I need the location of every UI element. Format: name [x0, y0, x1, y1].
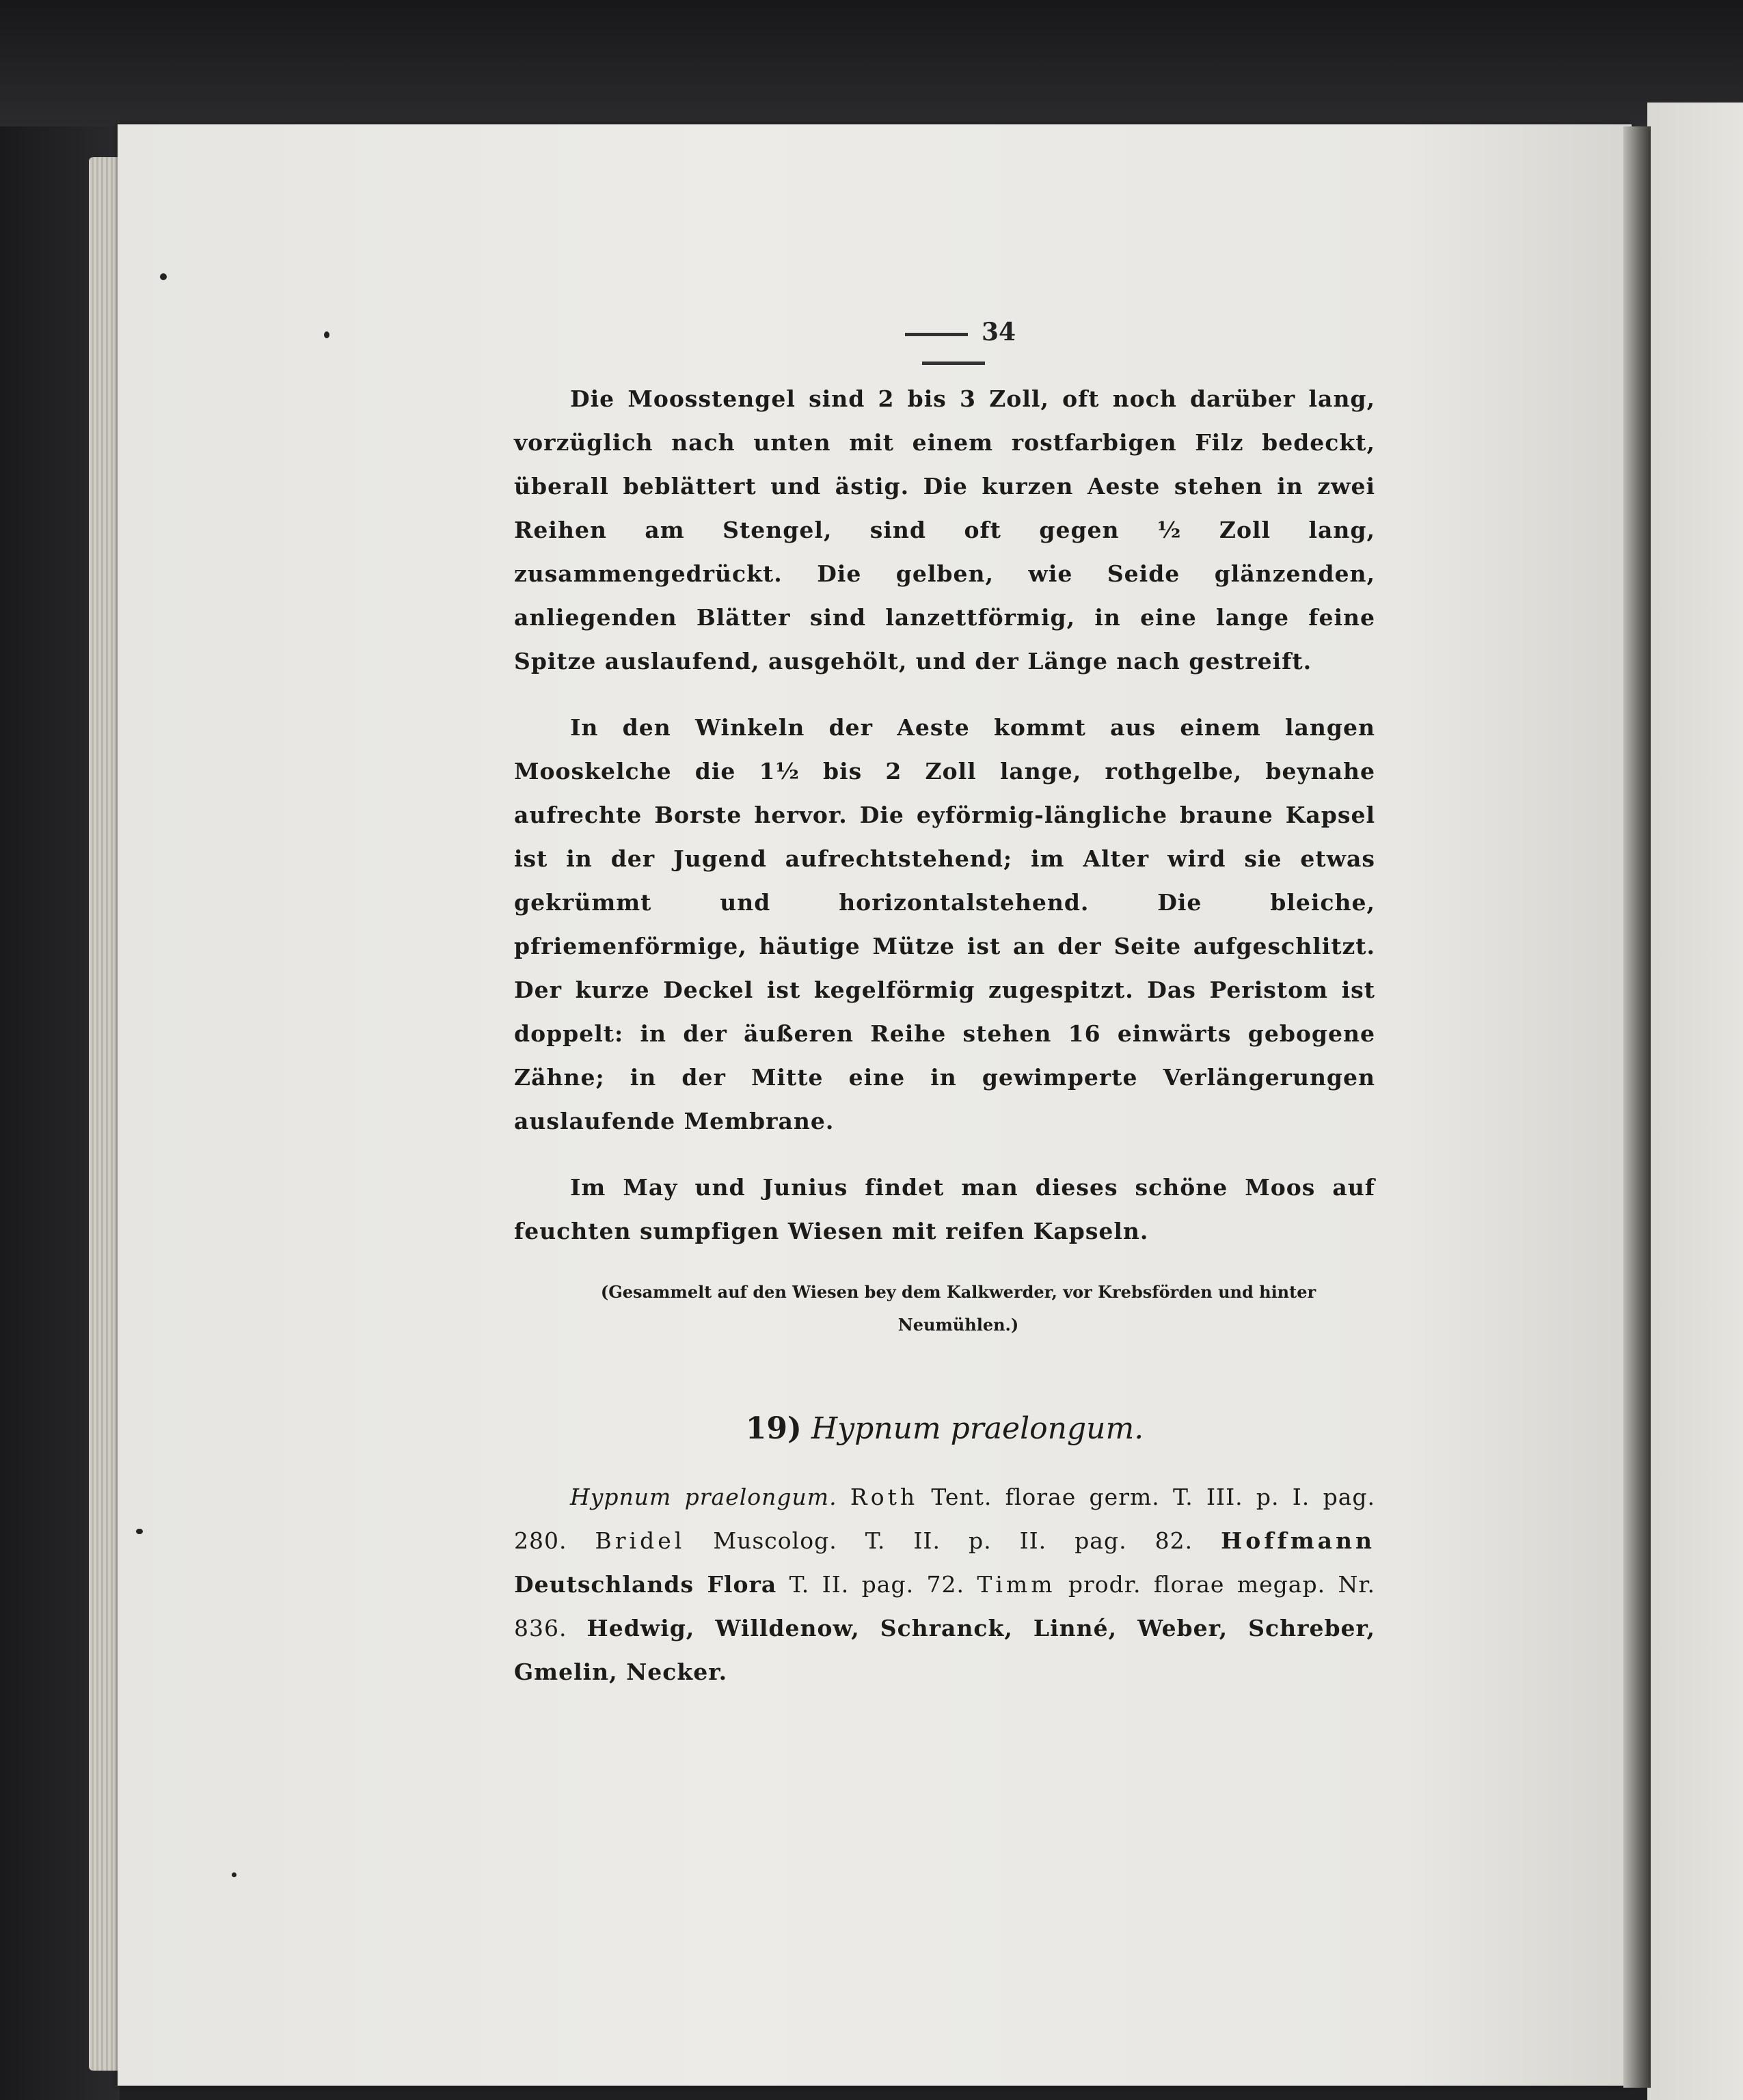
species-references [514, 1475, 1375, 1694]
paragraph-stem-description: Die Moosstengel sind 2 bis 3 Zoll, oft noch darüber lang, vorzüglich nach unten mit einem rostfarbigen Filz bedeckt, überall beblättert und ästig. Die kurzen Aeste stehen in zwei Reihen am Stengel, sind oft gegen ½ Zoll lang, zusammengedrückt. Die gelben, wie Seide glänzenden, anliegenden Blätter sind lanzettförmig, in eine lange feine Spitze auslaufend, ausgehölt, und der Länge nach gestreift. [514, 385, 1375, 674]
species-name: Hypnum praelongum. [811, 1411, 1144, 1446]
reference-bridel: Bridel [595, 1527, 686, 1554]
paper-speck [160, 273, 167, 280]
page-text-block [514, 314, 1375, 1717]
reference-timm-details: prodr. florae megap. Nr. 836. [514, 1571, 1375, 1641]
paper-speck [324, 331, 329, 338]
collection-note-line-1: (Gesammelt auf den Wiesen bey dem Kalkwerder, vor Krebsförden und hinter [600, 1282, 1316, 1302]
dark-backdrop-top [0, 0, 1743, 126]
paragraph-season: Im May und Junius findet man dieses schöne Moos auf feuchten sumpfigen Wiesen mit reifen Kapseln. [514, 1174, 1375, 1244]
reference-roth: Roth [850, 1484, 919, 1510]
reference-authors: Hedwig, Willdenow, Schranck, Linné, Weber, Schreber, Gmelin, Necker. [514, 1615, 1375, 1685]
reference-deutschlands-flora: Deutschlands Flora [514, 1571, 777, 1598]
reference-hoffmann: Hoffmann [1221, 1527, 1375, 1554]
reference-flora-details: T. II. pag. 72. [776, 1571, 977, 1598]
species-number: 19) [745, 1411, 802, 1446]
reference-timm: Timm [977, 1571, 1056, 1598]
paper-speck [232, 1872, 237, 1877]
reference-roth-details: Tent. florae germ. T. III. p. I. pag. 280. [514, 1484, 1375, 1554]
collection-note [514, 1276, 1375, 1341]
reference-lead: Hypnum praelongum. [570, 1484, 837, 1510]
species-heading [514, 1408, 1375, 1449]
reference-bridel-details: Muscolog. T. II. p. II. pag. 82. [685, 1527, 1221, 1554]
paragraph-capsule-description: In den Winkeln der Aeste kommt aus einem langen Mooskelche die 1½ bis 2 Zoll lange, rothgelbe, beynahe aufrechte Borste hervor. Die eyförmig-längliche braune Kapsel ist in der Jugend aufrechtstehend; im Alter wird sie etwas gekrümmt und horizontalstehend. Die bleiche, pfriemenförmige, häutige Mütze ist an der Seite aufgeschlitzt. Der kurze Deckel ist kegelförmig zugespitzt. Das Peristom ist doppelt: in der äußeren Reihe stehen 16 einwärts gebogene Zähne; in der Mitte eine in gewimperte Verlängerungen auslaufende Membrane. [514, 714, 1375, 1134]
paper-speck [136, 1529, 143, 1534]
collection-note-line-2: Neumühlen.) [897, 1315, 1019, 1335]
page-number-value: 34 [981, 318, 1016, 346]
facing-page-edge [1647, 103, 1743, 2100]
book-gutter [1623, 126, 1651, 2088]
